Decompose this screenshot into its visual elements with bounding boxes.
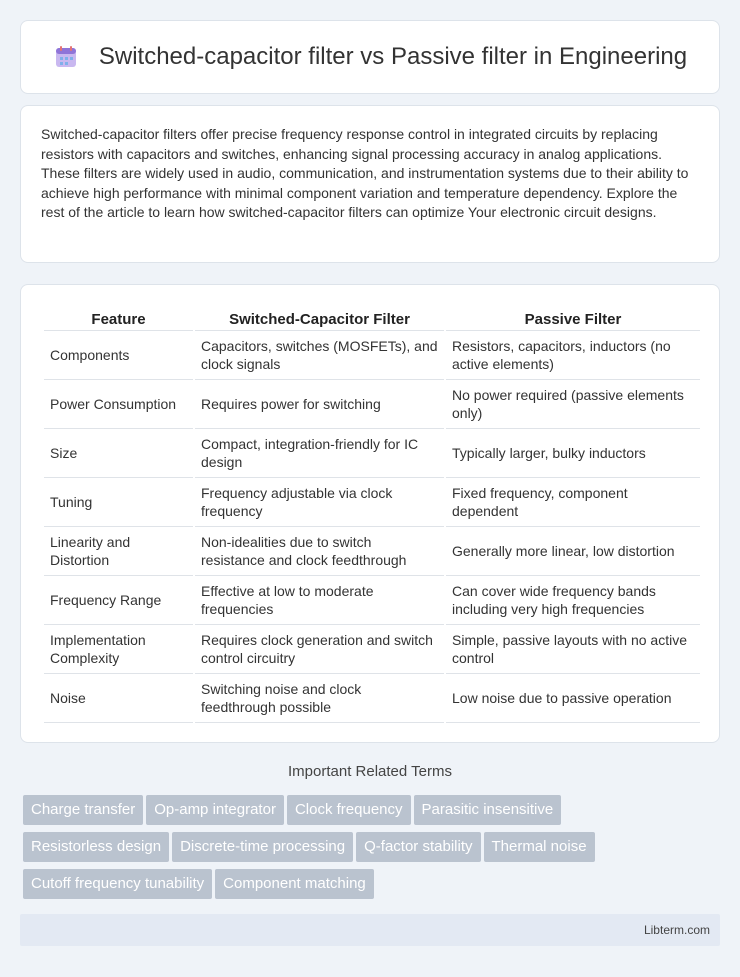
- tag-op-amp-integrator[interactable]: Op-amp integrator: [146, 795, 284, 825]
- tag-parasitic-insensitive[interactable]: Parasitic insensitive: [414, 795, 562, 825]
- intro-text: Switched-capacitor filters offer precise frequency response control in integrated circuits by replacing resistors with capacitors and switches, enhancing signal processing accuracy in analog applications. These filters are widely used in audio, communication, and instrumentation systems due to their ability to achieve high performance with minimal component variation and temperature dependency. Explore the rest of the article to learn how switched-capacitor filters can optimize Your electronic circuit designs.: [41, 126, 689, 220]
- header-feature: Feature: [44, 307, 193, 331]
- table-header-row: [44, 307, 700, 331]
- cell-switched-capacitor: Switching noise and clock feedthrough possible: [195, 674, 444, 723]
- page-title: Switched-capacitor filter vs Passive filter in Engineering: [98, 43, 688, 70]
- cell-switched-capacitor: Capacitors, switches (MOSFETs), and clock signals: [195, 331, 444, 380]
- tag-thermal-noise[interactable]: Thermal noise: [484, 832, 595, 862]
- cell-feature: Tuning: [44, 478, 193, 527]
- cell-passive: Resistors, capacitors, inductors (no active elements): [446, 331, 700, 380]
- tag-discrete-time-processing[interactable]: Discrete-time processing: [172, 832, 353, 862]
- calendar-icon: [53, 44, 79, 70]
- tag-q-factor-stability[interactable]: Q-factor stability: [356, 832, 480, 862]
- cell-feature: Implementation Complexity: [44, 625, 193, 674]
- header-passive: Passive Filter: [446, 307, 700, 331]
- comparison-table-card: [20, 284, 720, 743]
- table-row: [44, 380, 700, 429]
- cell-switched-capacitor: Non-idealities due to switch resistance and clock feedthrough: [195, 527, 444, 576]
- related-terms-title: Important Related Terms: [288, 763, 452, 780]
- cell-switched-capacitor: Effective at low to moderate frequencies: [195, 576, 444, 625]
- cell-passive: Can cover wide frequency bands including very high frequencies: [446, 576, 700, 625]
- intro-card: [20, 105, 720, 263]
- cell-switched-capacitor: Requires power for switching: [195, 380, 444, 429]
- cell-switched-capacitor: Frequency adjustable via clock frequency: [195, 478, 444, 527]
- cell-feature: Components: [44, 331, 193, 380]
- table-row: [44, 478, 700, 527]
- table-row: [44, 576, 700, 625]
- footer: [20, 914, 720, 946]
- cell-switched-capacitor: Compact, integration-friendly for IC design: [195, 429, 444, 478]
- table-row: [44, 429, 700, 478]
- cell-feature: Frequency Range: [44, 576, 193, 625]
- header-switched-capacitor: Switched-Capacitor Filter: [195, 307, 444, 331]
- cell-passive: Fixed frequency, component dependent: [446, 478, 700, 527]
- cell-passive: Typically larger, bulky inductors: [446, 429, 700, 478]
- related-terms-tags: [23, 795, 723, 906]
- cell-feature: Linearity and Distortion: [44, 527, 193, 576]
- cell-feature: Size: [44, 429, 193, 478]
- cell-feature: Noise: [44, 674, 193, 723]
- tag-resistorless-design[interactable]: Resistorless design: [23, 832, 169, 862]
- tag-clock-frequency[interactable]: Clock frequency: [287, 795, 411, 825]
- cell-passive: Generally more linear, low distortion: [446, 527, 700, 576]
- comparison-table: [42, 307, 702, 723]
- cell-switched-capacitor: Requires clock generation and switch control circuitry: [195, 625, 444, 674]
- table-row: [44, 674, 700, 723]
- tag-cutoff-frequency-tunability[interactable]: Cutoff frequency tunability: [23, 869, 212, 899]
- cell-passive: Simple, passive layouts with no active control: [446, 625, 700, 674]
- footer-site-link[interactable]: Libterm.com: [643, 923, 710, 937]
- table-row: [44, 331, 700, 380]
- title-card: [20, 20, 720, 94]
- tag-charge-transfer[interactable]: Charge transfer: [23, 795, 143, 825]
- tag-component-matching[interactable]: Component matching: [215, 869, 374, 899]
- cell-passive: No power required (passive elements only): [446, 380, 700, 429]
- cell-passive: Low noise due to passive operation: [446, 674, 700, 723]
- table-row: [44, 625, 700, 674]
- cell-feature: Power Consumption: [44, 380, 193, 429]
- table-row: [44, 527, 700, 576]
